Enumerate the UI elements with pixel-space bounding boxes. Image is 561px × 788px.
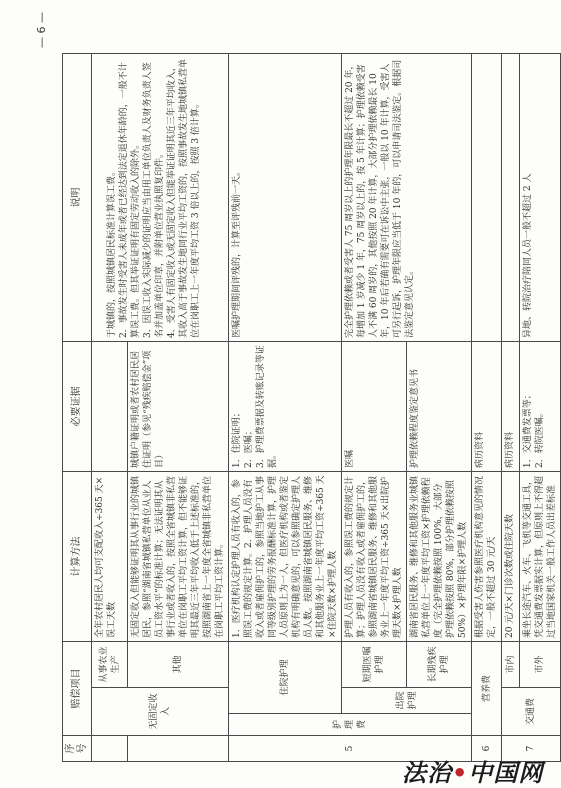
header-method: 计算方法 bbox=[63, 471, 92, 641]
long-term-care-label: 长期残疾护理 bbox=[407, 641, 472, 687]
row-number: 5 bbox=[229, 736, 472, 762]
inpatient-care-method: 1．医疗机构认定护理人员有收入的，参照误工费的规定计算。2．护理人员没有收入或者雇佣护工的，参照当地护工从事同等级别护理的劳务报酬标准计算，护理人员原则上为一人，但医疗机构或者鉴定机构有明确意见的，可以参照确定护理人员人数。按照湖南省城镇居民服务、维修和其他服务业上一年度平均工资÷365 天×住院天数×护理人数 bbox=[229, 471, 342, 641]
nursing-fee-label: 护理费 bbox=[229, 714, 472, 736]
farming-method: 全年农村居民人均可支配收入÷365 天×误工天数 bbox=[92, 471, 128, 641]
header-seq: 序号 bbox=[63, 736, 92, 762]
table-row bbox=[92, 53, 128, 761]
discharge-care-label: 出院护理 bbox=[342, 688, 472, 714]
long-term-care-method: 湖南省居民服务、维修和其他服务业城镇私营单位上一年度平均工资×护理依赖程度（完全护理依赖按照 100%，大部分护理依赖按照 80%，部分护理依赖按照 50%）×护理年限×护理人数 bbox=[407, 471, 472, 641]
compensation-table bbox=[62, 53, 561, 762]
table-header-row bbox=[63, 53, 92, 761]
watermark-logo: 法治•中国网 bbox=[402, 759, 544, 787]
in-city-label: 市内 bbox=[502, 641, 520, 687]
header-notes: 说明 bbox=[63, 53, 92, 341]
short-term-care-method: 护理人员有收入的，参照误工费的规定计算；护理人员没有收入或者雇佣护工的，参照湖南省城镇居民服务、维修和其他服务业上一年度平均工资÷365 天×出院护理天数×护理人数 bbox=[342, 471, 407, 641]
lost-wages-notes: 于城镇的，按照城镇居民标准计算误工费。 2．事故发生时受害人未成年或者已经达到法定退休年龄的，一般不计算误工费。但其举证证明有固定劳动收入的除外。 3．因误工收入实际减少的证明应当由用工单位负责人及财务负责人签名并加盖单位印章，并附单位营业执照复印件。 4．受害人有固定收入或无固定收入但能举证证明其近三年平均收入，其收入高于事故发生地同行业平均工资的，按照事故发生地城镇私营单位在岗职工上一年度平均工资 3 倍以上的，按照 3 倍计算。 bbox=[92, 53, 229, 341]
other-label: 其他 bbox=[128, 641, 229, 687]
table-row bbox=[520, 53, 561, 761]
no-fixed-income-label: 无固定收入 bbox=[149, 693, 171, 730]
page-number: — 6 — bbox=[35, 12, 48, 48]
long-term-care-proof: 护理依赖程度鉴定意见书 bbox=[407, 341, 472, 471]
in-city-method: 20 元/天×门诊次数或住院天数 bbox=[502, 471, 520, 641]
in-city-proof: 病历资料 bbox=[502, 341, 520, 471]
out-of-city-notes: 异地、转院治疗陪同人员一般不超过 2 人 bbox=[520, 53, 561, 341]
out-of-city-proof: 1．交通费发票等； 2．转院医嘱。 bbox=[520, 341, 561, 471]
inpatient-care-proof: 1．住院证明； 2．医嘱； 3．护理费票据及转账记录等证据。 bbox=[229, 341, 342, 471]
long-term-care-notes: 完全护理依赖或者受害人 75 周岁以上的护理年限最长不超过 20 年，每增加 1 岁减少 1 年，75 周岁以上的，按 5 年计算；护理依赖受害人不满 60 周岁的，其他按照 20 年计算，大部分护理依赖最长 10 年，10 年后若确有需要可在诉讼中主张，一般以 10 年计算，受害人可另行起诉，护理年限应当低于 10 年的，可以申请司法鉴定。根据司法鉴定意见认定。 bbox=[342, 53, 472, 341]
out-of-city-method: 乘坐长途汽车、火车、飞机等交通工具，凭交通费发票据实计算，但原则上不得超过当地国家机关一般工作人员出差标准 bbox=[520, 471, 561, 641]
header-proof: 必要证据 bbox=[63, 341, 92, 471]
out-of-city-label: 市外 bbox=[520, 641, 561, 687]
inpatient-care-label: 住院护理 bbox=[229, 641, 342, 713]
other-proof: 城镇户籍证明或者农村居民居住证明（参见“残疾赔偿金”项目） bbox=[128, 341, 229, 471]
nutrition-fee-label: 营养费 bbox=[472, 641, 502, 735]
nutrition-fee-proof: 病历资料 bbox=[472, 341, 502, 471]
inpatient-care-notes: 医嘱护理期间评残的，计算至评残前一天。 bbox=[229, 53, 342, 341]
nutrition-fee-notes bbox=[472, 53, 502, 341]
row-number: 7 bbox=[502, 736, 561, 762]
farming-label: 从事农业生产 bbox=[92, 641, 128, 687]
table-row bbox=[342, 53, 407, 761]
short-term-care-label: 短期医嘱护理 bbox=[342, 641, 407, 687]
nutrition-fee-method: 根据受害人伤害参照医疗机构意见的情况定，一般不超过 30 元/天 bbox=[472, 471, 502, 641]
table-row bbox=[229, 53, 342, 761]
table-row bbox=[472, 53, 502, 761]
header-item: 赔偿项目 bbox=[63, 641, 92, 735]
in-city-notes bbox=[502, 53, 520, 341]
other-method: 无固定收入但能够证明其从事行业的城镇居民，参照“湖南省城镇私营单位从业人员工资水平”的标准计算；无法证明其从事行业或者收入的，按照全省城镇非私营单位在岗职工平均工资计算，但不能够证明其最近三年平均收入低于上述标准的，按照湖南省上一年度全省城镇非私营单位在岗职工平均工资计算。 bbox=[128, 471, 229, 641]
farming-proof bbox=[92, 341, 128, 471]
row-number: 6 bbox=[472, 736, 502, 762]
table-row bbox=[502, 53, 520, 761]
transport-fee-label: 交通费 bbox=[502, 688, 561, 736]
short-term-care-proof: 医嘱 bbox=[342, 341, 407, 471]
